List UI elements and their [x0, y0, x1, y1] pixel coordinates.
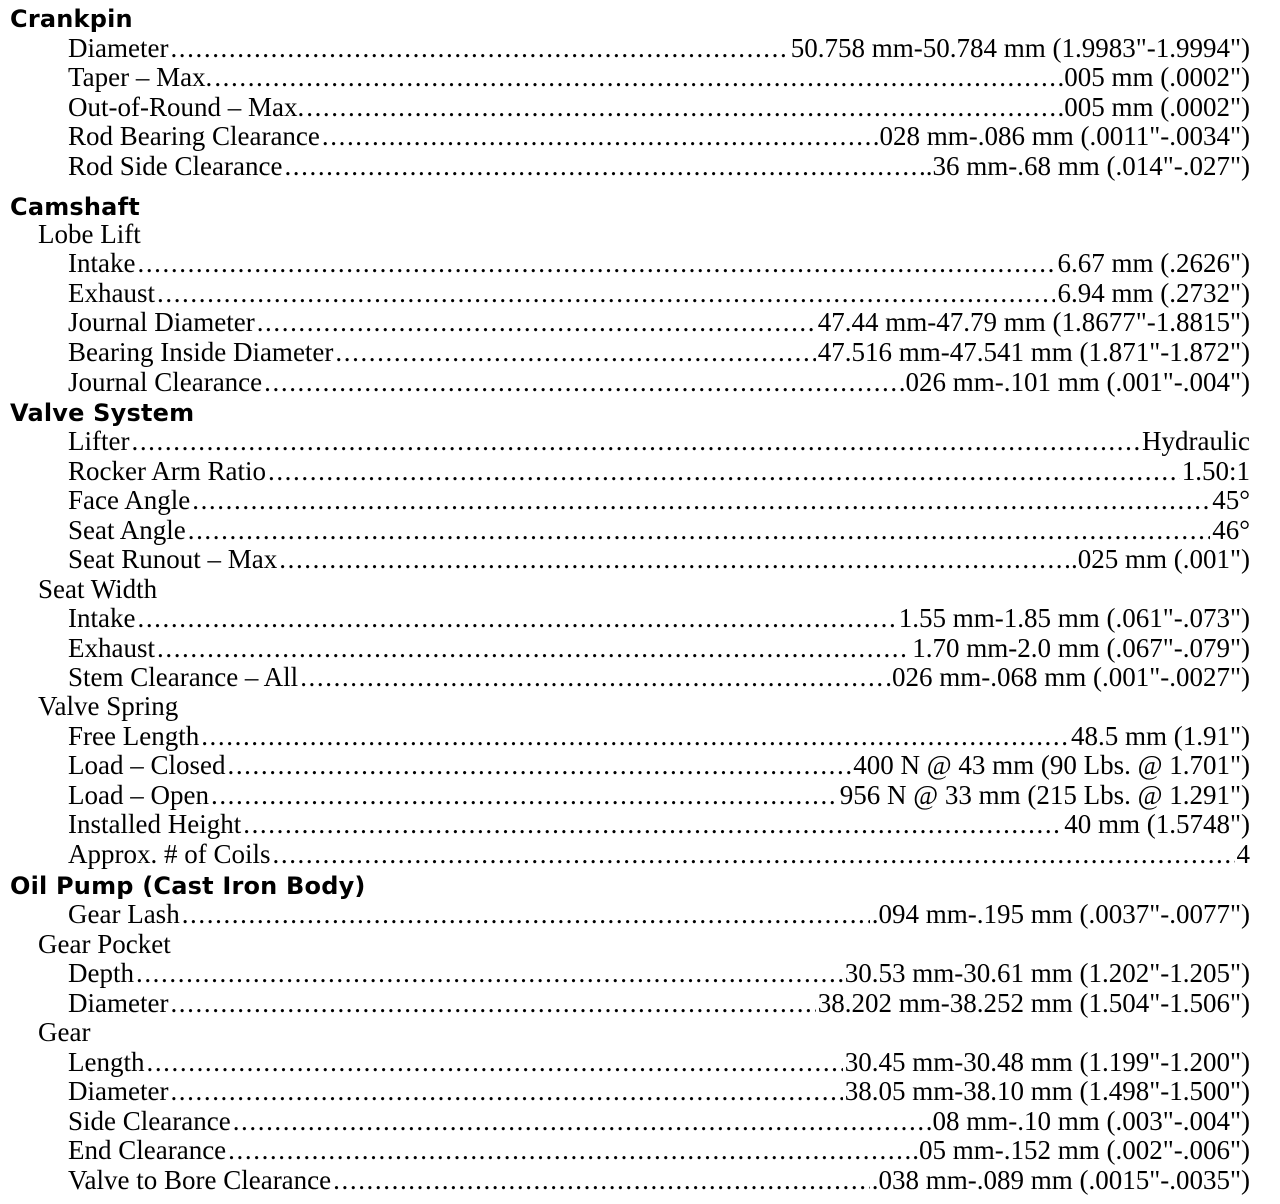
spec-row	[68, 543, 1250, 573]
leader-dots	[170, 34, 788, 62]
spec-value: .026 mm-.101 mm (.001"-.004")	[898, 366, 1250, 397]
spec-label: Intake	[68, 602, 136, 633]
spec-value: .005 mm (.0002")	[1057, 91, 1250, 122]
spec-label: Gear Lash	[68, 898, 180, 929]
spec-row	[68, 987, 1250, 1017]
spec-row	[68, 91, 1250, 121]
spec-value: 956 N @ 33 mm (215 Lbs. @ 1.291")	[839, 779, 1250, 810]
leader-dots	[170, 989, 815, 1017]
spec-label: Lifter	[68, 425, 130, 456]
spec-row	[68, 749, 1250, 779]
spec-label: Exhaust	[68, 632, 155, 663]
spec-value: Hydraulic	[1142, 425, 1250, 456]
leader-dots	[182, 900, 870, 928]
leader-dots	[300, 663, 883, 691]
spec-label: Bearing Inside Diameter	[68, 336, 334, 367]
spec-row	[68, 1105, 1250, 1135]
leader-dots	[264, 368, 897, 396]
spec-label: Diameter	[68, 32, 169, 63]
leader-dots	[192, 486, 1210, 514]
spec-label: Journal Diameter	[68, 306, 255, 337]
spec-label: Rod Side Clearance	[68, 150, 283, 181]
spec-value: 6.67 mm (.2626")	[1057, 247, 1250, 278]
leader-dots	[137, 249, 1055, 277]
leader-dots	[273, 840, 1235, 868]
spec-value: 400 N @ 43 mm (90 Lbs. @ 1.701")	[853, 749, 1250, 780]
leader-dots	[188, 516, 1210, 544]
leader-dots	[284, 152, 923, 180]
leader-dots	[306, 93, 1055, 121]
spec-value: .028 mm-.086 mm (.0011"-.0034")	[872, 120, 1250, 151]
spec-row	[68, 484, 1250, 514]
spec-row	[68, 720, 1250, 750]
spec-row	[68, 366, 1250, 396]
leader-dots	[322, 122, 871, 150]
spec-label: Rod Bearing Clearance	[68, 120, 320, 151]
leader-dots	[136, 959, 843, 987]
spec-value: 30.45 mm-30.48 mm (1.199"-1.200")	[844, 1046, 1250, 1077]
spec-label: Exhaust	[68, 277, 155, 308]
leader-dots	[268, 457, 1180, 485]
spec-row	[68, 1046, 1250, 1076]
spec-row	[68, 1075, 1250, 1105]
leader-dots	[227, 751, 851, 779]
spec-value: 40 mm (1.5748")	[1064, 808, 1250, 839]
spec-label: Valve to Bore Clearance	[68, 1164, 332, 1195]
spec-row	[68, 306, 1250, 336]
leader-dots	[157, 634, 910, 662]
spec-row	[68, 336, 1250, 366]
spec-row	[68, 957, 1250, 987]
spec-value: .36 mm-.68 mm (.014"-.027")	[925, 150, 1250, 181]
spec-label: Stem Clearance – All	[68, 661, 299, 692]
spec-label: Installed Height	[68, 808, 242, 839]
spec-label: Face Angle	[68, 484, 191, 515]
spec-row	[68, 661, 1250, 691]
spec-value: 38.202 mm-38.252 mm (1.504"-1.506")	[817, 987, 1250, 1018]
spec-value: .05 mm-.152 mm (.002"-.006")	[912, 1134, 1250, 1165]
section-title-camshaft: Camshaft	[10, 192, 140, 221]
spec-label: Seat Angle	[68, 514, 186, 545]
spec-label: Taper – Max.	[68, 61, 213, 92]
spec-value: .08 mm-.10 mm (.003"-.004")	[925, 1105, 1250, 1136]
spec-label: Out-of-Round – Max.	[68, 91, 305, 122]
spec-value: 1.70 mm-2.0 mm (.067"-.079")	[912, 632, 1250, 663]
spec-value: 1.50:1	[1181, 455, 1250, 486]
spec-value: 4	[1236, 838, 1250, 869]
spec-row	[68, 1164, 1250, 1194]
spec-value: .038 mm-.089 mm (.0015"-.0035")	[871, 1164, 1250, 1195]
subsection-title-gear-pocket: Gear Pocket	[38, 928, 171, 959]
leader-dots	[233, 1107, 924, 1135]
spec-value: 47.44 mm-47.79 mm (1.8677"-1.8815")	[817, 306, 1250, 337]
spec-row	[68, 455, 1250, 485]
spec-row	[68, 61, 1250, 91]
spec-label: Diameter	[68, 987, 169, 1018]
spec-row	[68, 838, 1250, 868]
leader-dots	[214, 63, 1055, 91]
section-title-oil-pump: Oil Pump (Cast Iron Body)	[10, 871, 366, 900]
spec-row	[68, 514, 1250, 544]
spec-value: .026 mm-.068 mm (.001"-.0027")	[885, 661, 1250, 692]
spec-row	[68, 808, 1250, 838]
subsection-title-lobe-lift: Lobe Lift	[38, 218, 141, 249]
spec-value: 47.516 mm-47.541 mm (1.871"-1.872")	[817, 336, 1250, 367]
spec-label: Load – Closed	[68, 749, 226, 780]
spec-row	[68, 32, 1250, 62]
leader-dots	[211, 781, 838, 809]
leader-dots	[131, 427, 1140, 455]
spec-value: .005 mm (.0002")	[1057, 61, 1250, 92]
spec-value: 30.53 mm-30.61 mm (1.202"-1.205")	[844, 957, 1250, 988]
spec-value: 45°	[1212, 484, 1250, 515]
spec-label: End Clearance	[68, 1134, 227, 1165]
spec-label: Seat Runout – Max	[68, 543, 278, 574]
spec-row	[68, 120, 1250, 150]
leader-dots	[170, 1077, 842, 1105]
spec-label: Approx. # of Coils	[68, 838, 271, 869]
subsection-title-seat-width: Seat Width	[38, 573, 158, 604]
leader-dots	[137, 604, 896, 632]
spec-row	[68, 632, 1250, 662]
spec-label: Journal Clearance	[68, 366, 263, 397]
spec-label: Intake	[68, 247, 136, 278]
spec-label: Load – Open	[68, 779, 209, 810]
spec-value: 38.05 mm-38.10 mm (1.498"-1.500")	[844, 1075, 1250, 1106]
spec-value: .025 mm (.001")	[1070, 543, 1250, 574]
spec-value: 48.5 mm (1.91")	[1070, 720, 1250, 751]
leader-dots	[333, 1166, 870, 1194]
subsection-title-valve-spring: Valve Spring	[38, 690, 179, 721]
spec-value: 1.55 mm-1.85 mm (.061"-.073")	[898, 602, 1250, 633]
leader-dots	[257, 308, 816, 336]
spec-label: Free Length	[68, 720, 200, 751]
spec-row	[68, 150, 1250, 180]
spec-row	[68, 277, 1250, 307]
leader-dots	[201, 722, 1069, 750]
leader-dots	[146, 1048, 842, 1076]
spec-row	[68, 1134, 1250, 1164]
spec-value: 50.758 mm-50.784 mm (1.9983"-1.9994")	[790, 32, 1250, 63]
spec-value: .094 mm-.195 mm (.0037"-.0077")	[871, 898, 1250, 929]
section-title-valve-system: Valve System	[10, 398, 195, 427]
spec-label: Side Clearance	[68, 1105, 231, 1136]
spec-label: Length	[68, 1046, 145, 1077]
leader-dots	[335, 338, 815, 366]
leader-dots	[228, 1136, 910, 1164]
spec-value: 46°	[1212, 514, 1250, 545]
spec-row	[68, 779, 1250, 809]
spec-label: Depth	[68, 957, 134, 988]
spec-row	[68, 898, 1250, 928]
section-title-crankpin: Crankpin	[10, 4, 133, 33]
leader-dots	[279, 545, 1069, 573]
spec-row	[68, 425, 1250, 455]
spec-row	[68, 247, 1250, 277]
leader-dots	[157, 279, 1055, 307]
spec-label: Rocker Arm Ratio	[68, 455, 266, 486]
spec-label: Diameter	[68, 1075, 169, 1106]
spec-row	[68, 602, 1250, 632]
spec-value: 6.94 mm (.2732")	[1057, 277, 1250, 308]
subsection-title-gear: Gear	[38, 1016, 91, 1047]
leader-dots	[243, 810, 1062, 838]
